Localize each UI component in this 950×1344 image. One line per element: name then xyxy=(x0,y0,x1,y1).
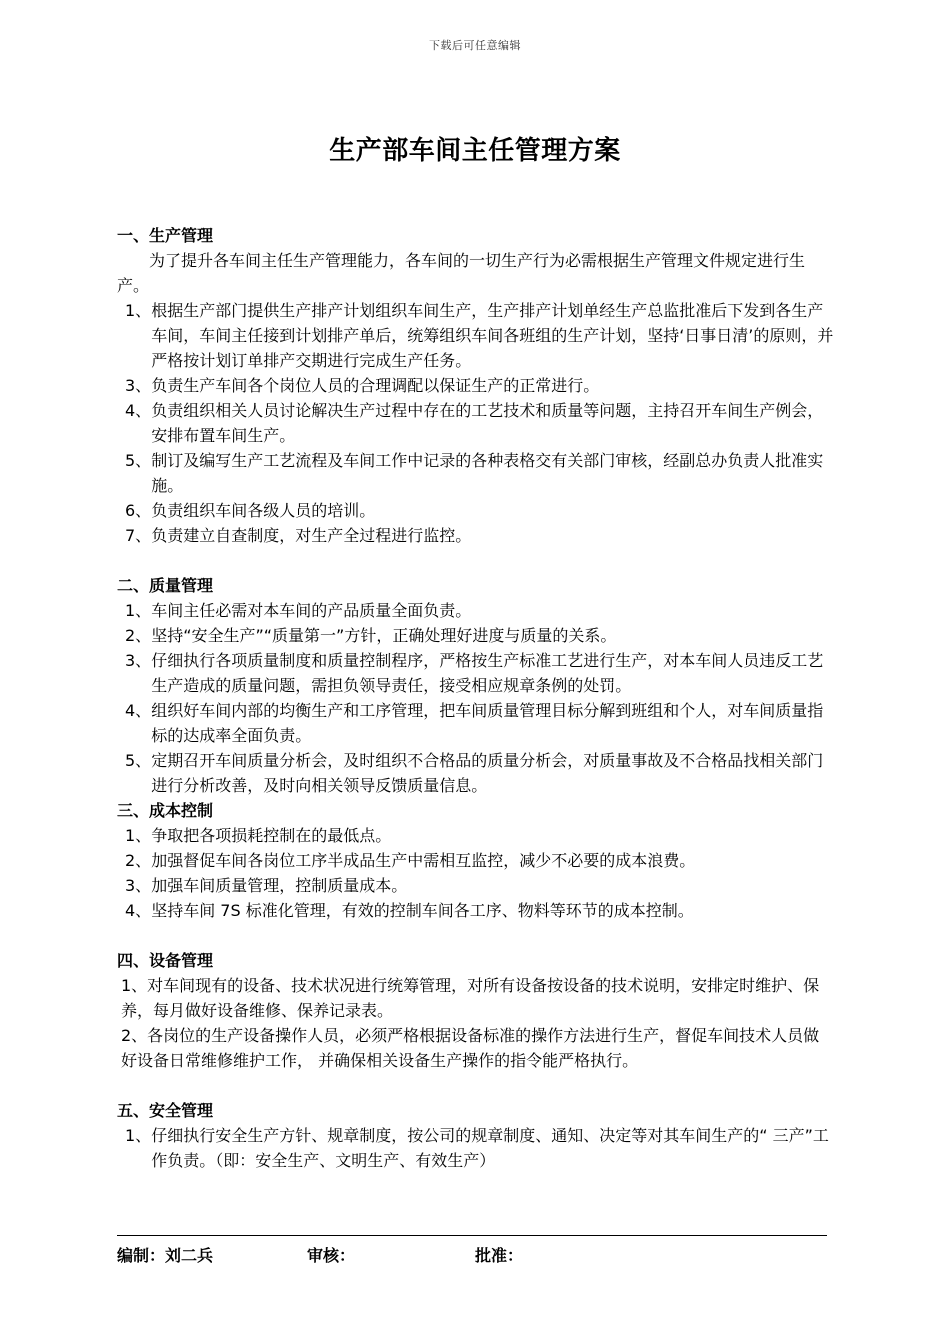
document-title: 生产部车间主任管理方案 xyxy=(329,136,621,166)
item-text: 负责生产车间各个岗位人员的合理调配以保证生产的正常进行。 xyxy=(151,376,600,395)
list-item xyxy=(117,498,835,523)
item-number: 5、 xyxy=(125,751,152,770)
list-item xyxy=(117,398,835,448)
approver-label: 批准： xyxy=(475,1246,524,1265)
item-text: 组织好车间内部的均衡生产和工序管理，把车间质量管理目标分解到班组和个人，对车间质量指标的达成率全面负责。 xyxy=(151,701,824,745)
item-text: 负责组织相关人员讨论解决生产过程中存在的工艺技术和质量等问题，主持召开车间生产例会，安排布置车间生产。 xyxy=(151,401,824,445)
item-text: 争取把各项损耗控制在的最低点。 xyxy=(151,826,392,845)
section-spacer xyxy=(117,548,835,573)
page-header-note: 下载后可任意编辑 xyxy=(429,39,521,52)
section-intro: 为了提升各车间主任生产管理能力，各车间的一切生产行为必需根据生产管理文件规定进行生产。 xyxy=(117,251,806,295)
compiler-label: 编制：刘二兵 xyxy=(117,1246,214,1265)
item-number: 2、 xyxy=(125,851,152,870)
section-heading: 二、质量管理 xyxy=(117,576,214,595)
item-text: 负责建立自查制度，对生产全过程进行监控。 xyxy=(151,526,472,545)
list-item xyxy=(117,648,835,698)
item-text: 坚持“安全生产”“质量第一”方针，正确处理好进度与质量的关系。 xyxy=(151,626,617,645)
reviewer-label: 审核： xyxy=(307,1246,356,1265)
item-number: 1、 xyxy=(125,826,152,845)
list-item xyxy=(117,373,835,398)
horizontal-rule xyxy=(117,1235,827,1236)
section-production xyxy=(117,223,835,548)
item-number: 1、 xyxy=(125,601,152,620)
section-equipment xyxy=(117,948,835,1073)
list-item xyxy=(117,523,835,548)
item-text: 仔细执行安全生产方针、规章制度，按公司的规章制度、通知、决定等对其车间生产的“ 三产”工作负责。（即：安全生产、文明生产、有效生产） xyxy=(151,1126,829,1170)
item-number: 1、 xyxy=(125,301,152,320)
list-item xyxy=(117,1123,835,1173)
section-cost-control xyxy=(117,798,835,923)
paragraph: 1、对车间现有的设备、技术状况进行统筹管理，对所有设备按设备的技术说明，安排定时维护、保养，每月做好设备维修、保养记录表。 xyxy=(121,976,820,1020)
item-number: 4、 xyxy=(125,701,152,720)
item-text: 仔细执行各项质量制度和质量控制程序，严格按生产标准工艺进行生产，对本车间人员违反工艺生产造成的质量问题，需担负领导责任，接受相应规章条例的处罚。 xyxy=(151,651,824,695)
list-item xyxy=(117,848,835,873)
section-heading: 三、成本控制 xyxy=(117,801,214,820)
section-quality xyxy=(117,573,835,798)
list-item xyxy=(117,298,835,373)
list-item xyxy=(117,448,835,498)
item-text: 车间主任必需对本车间的产品质量全面负责。 xyxy=(151,601,472,620)
item-number: 3、 xyxy=(125,876,152,895)
section-spacer xyxy=(117,1073,835,1098)
item-text: 负责组织车间各级人员的培训。 xyxy=(151,501,376,520)
document-body xyxy=(117,223,835,1173)
item-number: 3、 xyxy=(125,376,152,395)
list-item xyxy=(117,698,835,748)
item-number: 3、 xyxy=(125,651,152,670)
signature-footer xyxy=(117,1243,835,1268)
item-number: 5、 xyxy=(125,451,152,470)
section-safety xyxy=(117,1098,835,1173)
list-item xyxy=(117,598,835,623)
item-text: 制订及编写生产工艺流程及车间工作中记录的各种表格交有关部门审核，经副总办负责人批准实施。 xyxy=(151,451,824,495)
item-text: 坚持车间 7S 标准化管理，有效的控制车间各工序、物料等环节的成本控制。 xyxy=(151,901,694,920)
section-heading: 五、安全管理 xyxy=(117,1101,214,1120)
list-item xyxy=(117,873,835,898)
item-text: 定期召开车间质量分析会，及时组织不合格品的质量分析会，对质量事故及不合格品找相关部门进行分析改善，及时向相关领导反馈质量信息。 xyxy=(151,751,824,795)
item-text: 加强车间质量管理，控制质量成本。 xyxy=(151,876,408,895)
section-spacer xyxy=(117,923,835,948)
list-item xyxy=(117,748,835,798)
item-text: 根据生产部门提供生产排产计划组织车间生产，生产排产计划单经生产总监批准后下发到各生产车间，车间主任接到计划排产单后，统筹组织车间各班组的生产计划，坚持‘日事日清’的原则，并严格按计划订单排产交期进行完成生产任务。 xyxy=(151,301,834,370)
item-number: 7、 xyxy=(125,526,152,545)
section-heading: 四、设备管理 xyxy=(117,951,214,970)
list-item xyxy=(117,898,835,923)
item-number: 2、 xyxy=(125,626,152,645)
item-number: 6、 xyxy=(125,501,152,520)
item-number: 1、 xyxy=(125,1126,152,1145)
item-number: 4、 xyxy=(125,401,152,420)
item-text: 加强督促车间各岗位工序半成品生产中需相互监控，减少不必要的成本浪费。 xyxy=(151,851,696,870)
section-heading: 一、生产管理 xyxy=(117,226,214,245)
list-item xyxy=(117,623,835,648)
paragraph: 2、各岗位的生产设备操作人员，必须严格根据设备标准的操作方法进行生产，督促车间技术人员做好设备日常维修维护工作， 并确保相关设备生产操作的指令能严格执行。 xyxy=(121,1026,820,1070)
list-item xyxy=(117,823,835,848)
item-number: 4、 xyxy=(125,901,152,920)
